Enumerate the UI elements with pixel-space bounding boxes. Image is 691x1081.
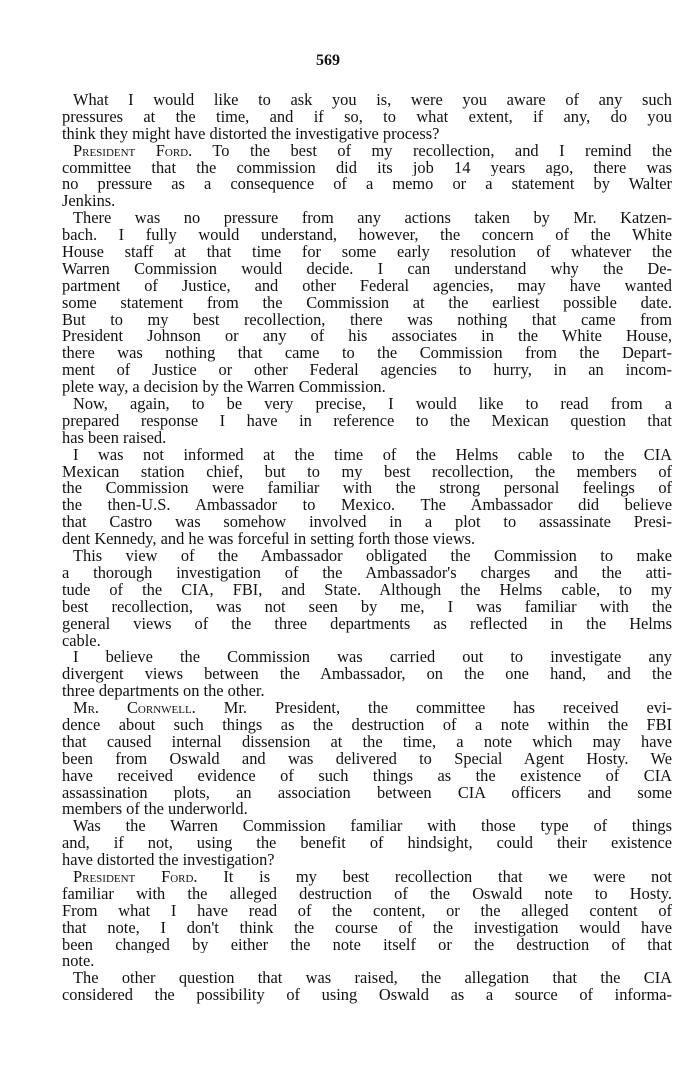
line-text: I was not informed at the time of the Helms cable to the CIA bbox=[73, 446, 672, 464]
line-text: From what I have read of the content, or the alleged content of bbox=[62, 902, 672, 920]
text-line bbox=[62, 818, 672, 835]
text-line bbox=[62, 869, 672, 886]
text-line bbox=[62, 278, 672, 295]
line-text: This view of the Ambassador obligated the Commission to make bbox=[73, 548, 672, 565]
line-text: and, if not, using the benefit of hindsight, could their existence bbox=[62, 835, 672, 853]
line-text: ment of Justice or other Federal agencies to hurry, in an incom- bbox=[62, 362, 672, 380]
text-line bbox=[62, 379, 672, 396]
speaker-name: President Ford. bbox=[73, 868, 198, 886]
line-text: think they might have distorted the investigative process? bbox=[62, 125, 440, 143]
text-line bbox=[62, 548, 672, 565]
text-line bbox=[62, 633, 672, 650]
text-line bbox=[62, 244, 672, 261]
line-text: The other question that was raised, the allegation that the CIA bbox=[73, 970, 672, 988]
line-text: pressures at the time, and if so, to what extent, if any, do you bbox=[62, 108, 672, 126]
text-line bbox=[62, 312, 672, 329]
line-text: What I would like to ask you is, were you aware of any such bbox=[73, 92, 672, 109]
text-line bbox=[62, 261, 672, 278]
line-text: bach. I fully would understand, however, the concern of the White bbox=[62, 227, 672, 245]
text-line bbox=[62, 886, 672, 903]
line-text: I believe the Commission was carried out to investigate any bbox=[73, 649, 672, 667]
text-line bbox=[62, 835, 672, 852]
text-line bbox=[62, 514, 672, 531]
line-text: President Johnson or any of his associates in the White House, bbox=[62, 328, 672, 346]
text-line bbox=[62, 683, 672, 700]
line-text: some statement from the Commission at the earliest possible date. bbox=[62, 294, 672, 312]
line-text: have distorted the investigation? bbox=[62, 852, 275, 869]
line-text: have received evidence of such things as the existence of CIA bbox=[62, 767, 672, 785]
text-line bbox=[62, 768, 672, 785]
line-text: tude of the CIA, FBI, and State. Although the Helms cable, to my bbox=[62, 581, 672, 599]
text-line bbox=[62, 953, 672, 970]
text-line bbox=[62, 801, 672, 818]
line-text: been from Oswald and was delivered to Special Agent Hosty. We bbox=[62, 750, 672, 768]
text-line bbox=[62, 227, 672, 244]
line-text: prepared response I have in reference to the Mexican question that bbox=[62, 412, 672, 430]
line-text: dence about such things as the destruction of a note within the FBI bbox=[62, 716, 672, 734]
text-line bbox=[62, 430, 672, 447]
line-text: partment of Justice, and other Federal agencies, may have wanted bbox=[62, 277, 672, 295]
line-text: assassination plots, an association between CIA officers and some bbox=[62, 784, 672, 802]
text-line bbox=[62, 666, 672, 683]
text-line bbox=[62, 126, 672, 143]
line-text: no pressure as a consequence of a memo or a statement by Walter bbox=[62, 176, 672, 194]
text-line bbox=[62, 852, 672, 869]
text-line bbox=[62, 937, 672, 954]
page-number: 569 bbox=[316, 52, 340, 69]
text-line bbox=[62, 903, 672, 920]
text-line bbox=[62, 751, 672, 768]
text-line bbox=[62, 193, 672, 210]
line-text: plete way, a decision by the Warren Commission. bbox=[62, 379, 386, 397]
text-line bbox=[62, 480, 672, 497]
line-text: that caused internal dissension at the time, a note which may have bbox=[62, 733, 672, 751]
text-line bbox=[62, 649, 672, 666]
text-line bbox=[62, 616, 672, 633]
text-line bbox=[62, 396, 672, 413]
text-line bbox=[62, 328, 672, 345]
line-text: Mr. President, the committee has received evi- bbox=[195, 700, 672, 717]
line-text: dent Kennedy, and he was forceful in setting forth those views. bbox=[62, 531, 476, 549]
speaker-name: Mr. Cornwell. bbox=[73, 700, 196, 717]
line-text: divergent views between the Ambassador, on the one hand, and the bbox=[62, 666, 672, 684]
line-text: that note, I don't think the course of the investigation would have bbox=[62, 919, 672, 937]
line-text: It is my best recollection that we were not bbox=[197, 868, 672, 886]
line-text: general views of the three departments as reflected in the Helms bbox=[62, 615, 672, 633]
text-line bbox=[62, 920, 672, 937]
text-line bbox=[62, 447, 672, 464]
text-line bbox=[62, 109, 672, 126]
text-line bbox=[62, 531, 672, 548]
line-text: three departments on the other. bbox=[62, 683, 265, 701]
testimony-text bbox=[62, 92, 672, 1004]
text-line bbox=[62, 92, 672, 109]
text-line bbox=[62, 160, 672, 177]
line-text: a thorough investigation of the Ambassador's charges and the atti- bbox=[62, 564, 672, 582]
text-line bbox=[62, 599, 672, 616]
line-text: But to my best recollection, there was nothing that came from bbox=[62, 311, 672, 329]
text-line bbox=[62, 785, 672, 802]
text-line bbox=[62, 362, 672, 379]
text-line bbox=[62, 143, 672, 160]
text-line bbox=[62, 345, 672, 362]
text-line bbox=[62, 717, 672, 734]
line-text: committee that the commission did its job 14 years ago, there was bbox=[62, 159, 672, 177]
line-text: considered the possibility of using Oswald as a source of informa- bbox=[62, 987, 672, 1005]
line-text: note. bbox=[62, 953, 95, 971]
text-line bbox=[62, 295, 672, 312]
line-text: There was no pressure from any actions taken by Mr. Katzen- bbox=[73, 210, 672, 228]
text-line bbox=[62, 210, 672, 227]
line-text: House staff at that time for some early resolution of whatever the bbox=[62, 244, 672, 261]
line-text: To the best of my recollection, and I remind the bbox=[192, 142, 672, 160]
line-text: Jenkins. bbox=[62, 193, 116, 211]
speaker-name: President Ford. bbox=[73, 142, 193, 160]
line-text: has been raised. bbox=[62, 429, 167, 447]
line-text: Was the Warren Commission familiar with those type of things bbox=[73, 818, 672, 836]
text-line bbox=[62, 464, 672, 481]
text-line bbox=[62, 413, 672, 430]
line-text: Now, again, to be very precise, I would like to read from a bbox=[73, 396, 672, 413]
line-text: that Castro was somehow involved in a plot to assassinate Presi- bbox=[62, 514, 672, 532]
line-text: the Commission were familiar with the strong personal feelings of bbox=[62, 480, 672, 498]
line-text: Warren Commission would decide. I can understand why the De- bbox=[62, 260, 672, 278]
line-text: cable. bbox=[62, 632, 101, 650]
line-text: the then-U.S. Ambassador to Mexico. The Ambassador did believe bbox=[62, 497, 672, 515]
line-text: there was nothing that came to the Commission from the Depart- bbox=[62, 345, 672, 363]
text-line bbox=[62, 734, 672, 751]
line-text: members of the underworld. bbox=[62, 801, 248, 819]
line-text: familiar with the alleged destruction of the Oswald note to Hosty. bbox=[62, 885, 672, 903]
text-line bbox=[62, 987, 672, 1004]
line-text: Mexican station chief, but to my best recollection, the members of bbox=[62, 463, 672, 481]
text-line bbox=[62, 582, 672, 599]
text-line bbox=[62, 565, 672, 582]
text-line bbox=[62, 970, 672, 987]
line-text: been changed by either the note itself or the destruction of that bbox=[62, 936, 672, 954]
text-line bbox=[62, 700, 672, 717]
text-line bbox=[62, 176, 672, 193]
text-line bbox=[62, 497, 672, 514]
line-text: best recollection, was not seen by me, I was familiar with the bbox=[62, 598, 672, 616]
